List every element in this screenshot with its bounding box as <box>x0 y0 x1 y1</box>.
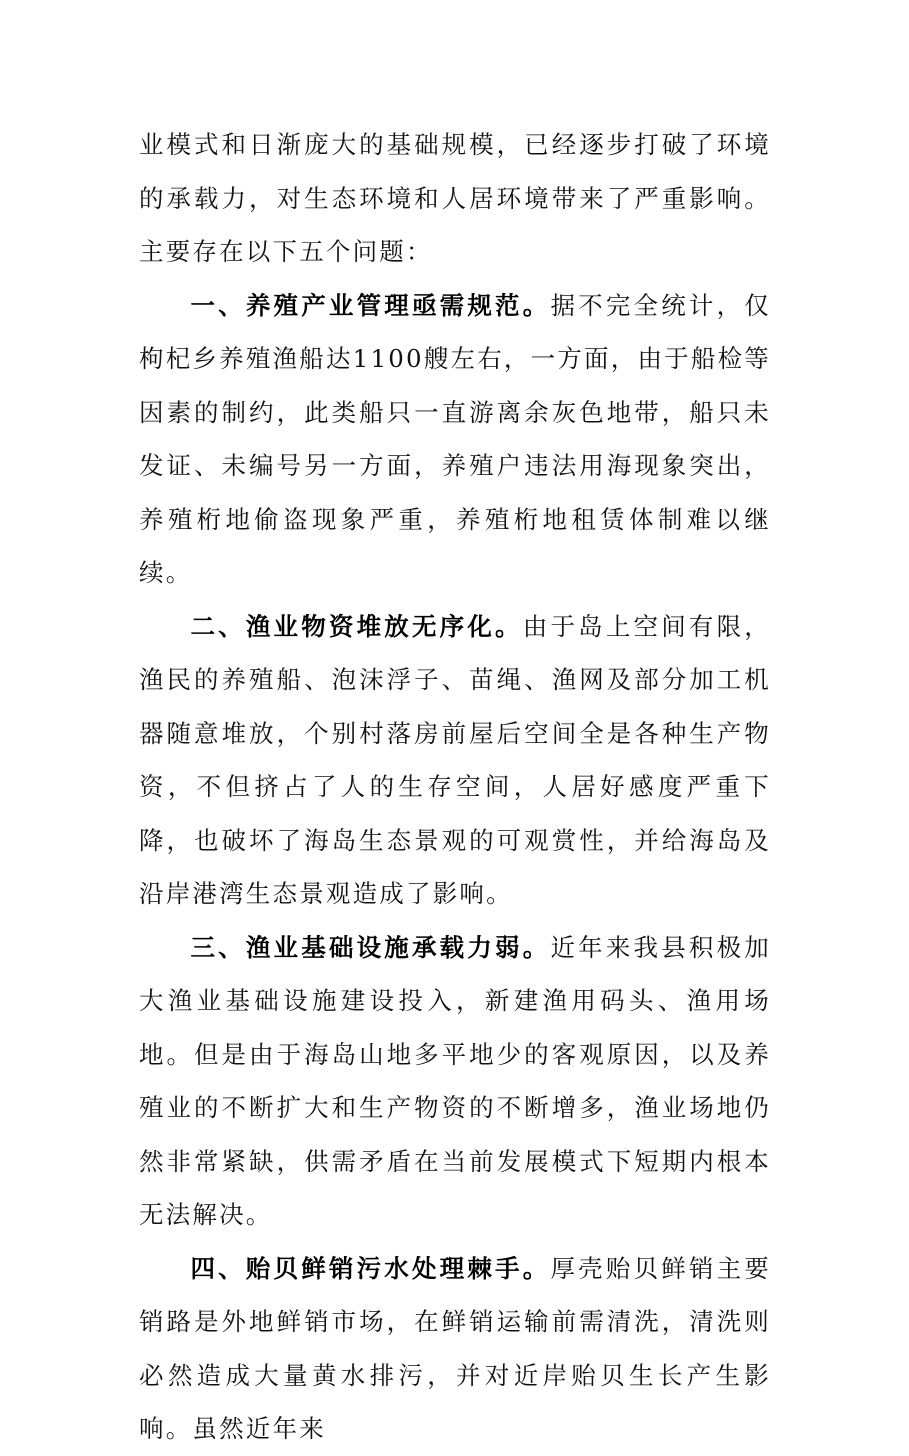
paragraph-intro <box>139 118 771 279</box>
issue-heading: 四、贻贝鲜销污水处理棘手。 <box>190 1253 551 1283</box>
paragraph-text: 近年来我县积极加大渔业基础设施建设投入，新建渔用码头、渔用场地。但是由于海岛山地多平地少的客观原因，以及养殖业的不断扩大和生产物资的不断增多，渔业场地仍然非常紧缺，供需矛盾在当前发展模式下短期内根本无法解决。 <box>139 932 771 1229</box>
paragraph-issue-1 <box>139 279 771 600</box>
document-body <box>139 118 771 1456</box>
issue-heading: 三、渔业基础设施承载力弱。 <box>190 932 551 962</box>
issue-heading: 二、渔业物资堆放无序化。 <box>190 611 523 641</box>
paragraph-issue-4 <box>139 1242 771 1456</box>
issue-heading: 一、养殖产业管理亟需规范。 <box>190 290 551 320</box>
paragraph-text: 据不完全统计，仅枸杞乡养殖渔船达1100艘左右，一方面，由于船检等因素的制约，此类船只一直游离余灰色地带，船只未发证、未编号另一方面，养殖户违法用海现象突出，养殖桁地偷盗现象严重，养殖桁地租赁体制难以继续。 <box>139 290 771 587</box>
paragraph-issue-2 <box>139 600 771 921</box>
paragraph-text: 厚壳贻贝鲜销主要销路是外地鲜销市场，在鲜销运输前需清洗，清洗则必然造成大量黄水排污，并对近岸贻贝生长产生影响。虽然近年来 <box>139 1253 771 1443</box>
paragraph-text: 业模式和日渐庞大的基础规模，已经逐步打破了环境的承载力，对生态环境和人居环境带来了严重影响。主要存在以下五个问题： <box>139 130 771 266</box>
paragraph-text: 由于岛上空间有限，渔民的养殖船、泡沫浮子、苗绳、渔网及部分加工机器随意堆放，个别村落房前屋后空间全是各种生产物资，不但挤占了人的生存空间，人居好感度严重下降，也破坏了海岛生态景观的可观赏性，并给海岛及沿岸港湾生态景观造成了影响。 <box>139 611 771 908</box>
paragraph-issue-3 <box>139 921 771 1242</box>
